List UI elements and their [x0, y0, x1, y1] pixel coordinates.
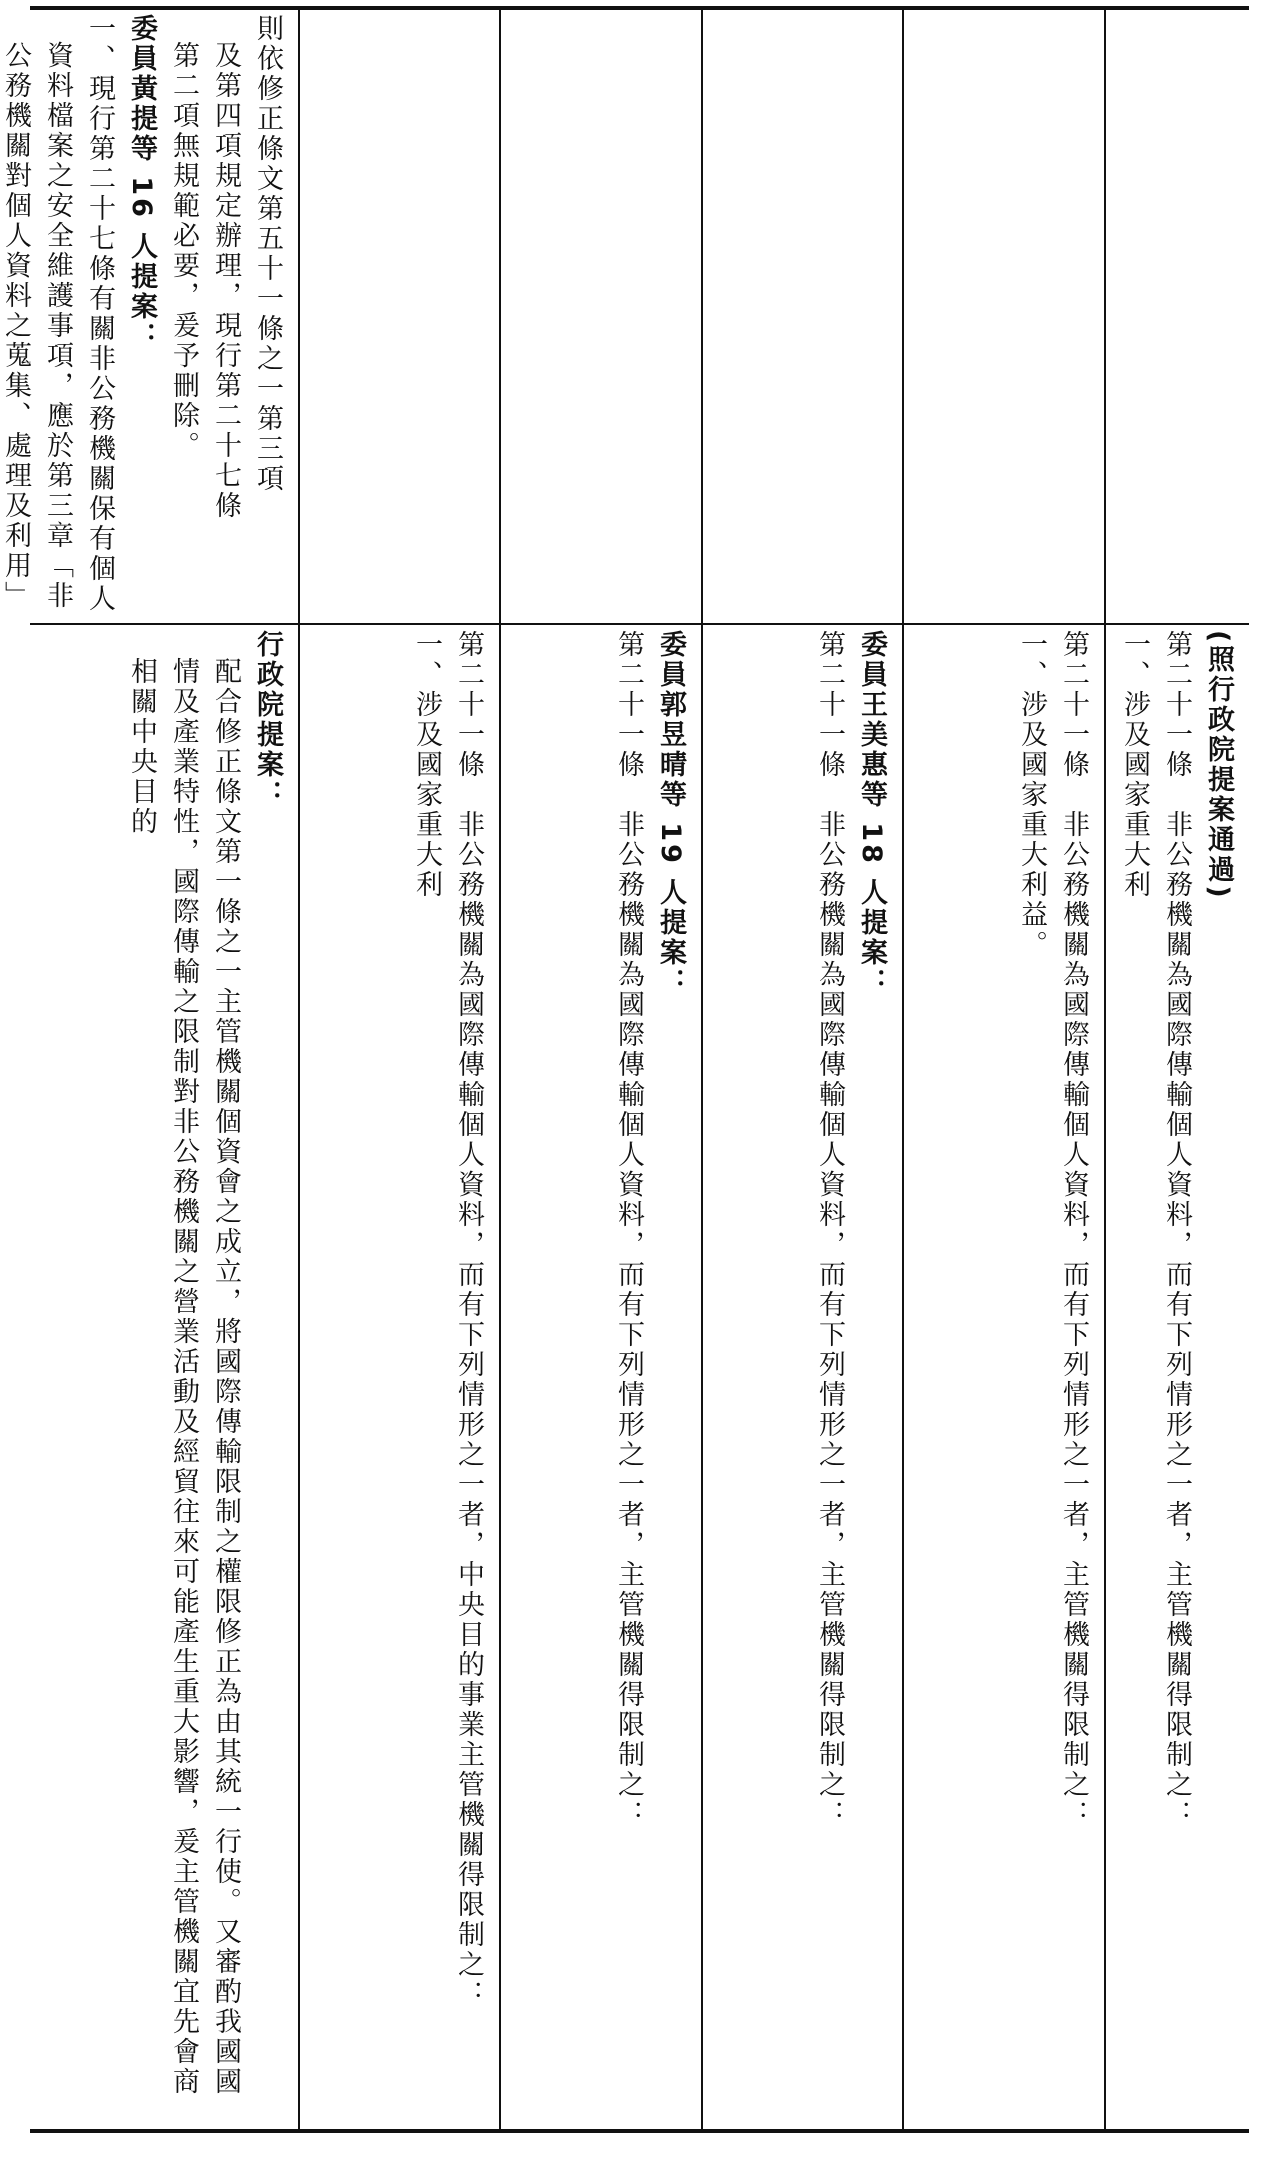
cell-paragraph: 第二十一條 非公務機關為國際傳輸個人資料，而有下列情形之一者，主管機關得限制之： [1161, 630, 1192, 1830]
cell-heading: (照行政院提案通過) [1203, 630, 1234, 901]
table-cell [713, 14, 892, 616]
cell-paragraph: 第二十一條 非公務機關為國際傳輸個人資料，而有下列情形之一者，中央目的事業主管機關得限制之： [453, 630, 484, 2010]
top-rule [30, 6, 1249, 10]
column-divider [902, 10, 904, 2131]
bottom-rule [30, 2129, 1249, 2133]
cell-paragraph: 則依修正條文第五十一條之一第三項 [252, 14, 283, 494]
cell-heading: 委員黃提等 16 人提案： [126, 14, 157, 353]
cell-heading: 委員王美惠等 18 人提案： [856, 630, 887, 999]
cell-paragraph: 第二項無規範必要，爰予刪除。 [168, 41, 199, 461]
cell-paragraph: 一、涉及國家重大利 [411, 630, 442, 900]
cell-heading: 委員郭昱晴等 19 人提案： [655, 630, 686, 999]
cell-paragraph: 一、涉及國家重大利 [1119, 630, 1150, 900]
cell-paragraph: 第二十一條 非公務機關為國際傳輸個人資料，而有下列情形之一者，主管機關得限制之： [814, 630, 845, 1830]
cell-paragraph: 一、涉及國家重大利益。 [1016, 630, 1047, 960]
column-divider [1104, 10, 1106, 2131]
table-cell [310, 630, 489, 2123]
table-cell [1116, 630, 1239, 2123]
table-cell [0, 14, 288, 616]
table-cell [310, 14, 489, 616]
cell-paragraph: 及第四項規定辦理，現行第二十七條 [210, 41, 241, 521]
table-cell [1116, 14, 1239, 616]
cell-paragraph: 第二十一條 非公務機關為國際傳輸個人資料，而有下列情形之一者，主管機關得限制之： [613, 630, 644, 1830]
table-cell [914, 630, 1094, 2123]
table-cell [511, 630, 691, 2123]
table-cell [713, 630, 892, 2123]
column-divider [499, 10, 501, 2131]
table-cell [42, 630, 288, 2123]
cell-heading: 行政院提案： [252, 630, 283, 810]
column-divider [298, 10, 300, 2131]
cell-paragraph: 配合修正條文第一條之一主管機關個資會之成立，將國際傳輸限制之權限修正為由其統一行使。又審酌我國國情及產業特性，國際傳輸之限制對非公務機關之營業活動及經貿往來可能產生重大影響，爰主管機關宜先會商相關中央目的 [126, 657, 241, 2097]
table-cell [914, 14, 1094, 616]
column-divider [701, 10, 703, 2131]
cell-paragraph: 第二十一條 非公務機關為國際傳輸個人資料，而有下列情形之一者，主管機關得限制之： [1058, 630, 1089, 1830]
row-divider [30, 623, 1249, 625]
cell-paragraph: 一、現行第二十七條有關非公務機關保有個人資料檔案之安全維護事項，應於第三章「非公務機關對個人資料之蒐集、處理及利用」 [0, 14, 115, 614]
table-cell [511, 14, 691, 616]
